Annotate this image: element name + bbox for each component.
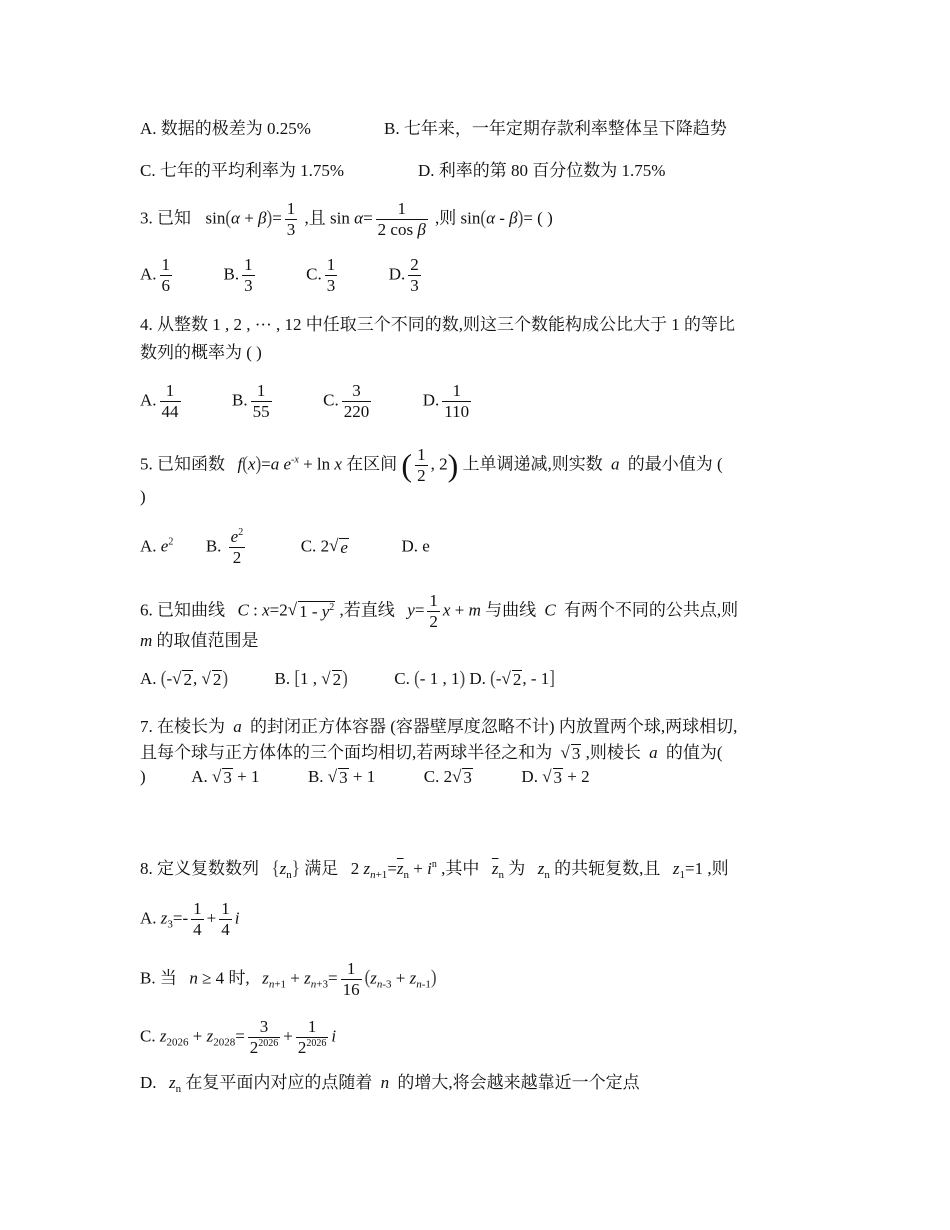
q2-option-a: A. 数据的极差为 0.25% [140, 119, 311, 138]
q7-stem-line2: 且每个球与正方体体的三个面均相切,若两球半径之和为 √ 3 ,则棱长 a 的值为( [140, 743, 723, 764]
q4-stem-line1: 4. 从整数 1 , 2 , ··· , 12 中任取三个不同的数,则这三个数能构成公比大于 1 的等比 [140, 315, 735, 334]
q6-options: A. (- √ 2 , √ 2 ) B. [1 , √ 2 ) C. (- 1 , 1) D. (- √ 2 , - 1] [140, 667, 555, 690]
q6-stem-line2: m 的取值范围是 [140, 631, 259, 650]
q2-option-b: B. 七年来，一年定期存款利率整体呈下降趋势 [384, 119, 727, 138]
q7-stem-line1: 7. 在棱长为 a 的封闭正方体容器 (容器壁厚度忽略不计) 内放置两个球,两球相切, [140, 717, 738, 736]
q3-stem: 3. 已知 sin(α + β)= $\frac{1}{3}$ ,且 sin α= $\frac{1}{\text{2 cos β}}$ ,则 sin(α - β)= ( ) [140, 199, 553, 239]
q4-stem-line2: 数列的概率为 ( ) [140, 343, 262, 362]
q7-options: ) A. √ 3 + 1 B. √ 3 + 1 C. 2 √ 3 D. √ 3 + 2 [140, 767, 590, 788]
q5-stem: 5. 已知函数 f(x)=a $e^{-x} + \ln x$ 在区间 ( $\frac{1}{2}$ , 2) 上单调递减,则实数 a 的最小值为 ( [140, 445, 723, 485]
q2-option-d: D. 利率的第 80 百分位数为 1.75% [418, 161, 666, 180]
q6-stem: 6. 已知曲线 C : x=2 √ $1 - y^2$ ,若直线 y= $\frac{1}{2}$ x + m 与曲线 C 有两个不同的公共点,则 [140, 591, 739, 631]
q5-options: A. $e^2$ B. $\frac{e^2}{2}$ C. 2 √ e D. e [140, 527, 430, 567]
q8-option-c: C. $z_{2026} + z_{2028}=$ $\frac{3}{2^{2026}}$ + $\frac{1}{2^{2026}}$ i [140, 1017, 337, 1057]
q2-option-c: C. 七年的平均利率为 1.75% [140, 161, 344, 180]
q8-option-b: B. 当 n ≥ 4 时, $z_{n+1} + z_{n+3}=$ $\frac{1}{16}$ $(z_{n-3} + z_{n-1})$ [140, 959, 437, 999]
q5-stem-line2: ) [140, 487, 146, 506]
q8-stem: 8. 定义复数数列 $\{z_n\}$ 满足 2 $z_{n+1}=\overline{z}_n + i^n$ ,其中 $\overline{z}_n$ 为 $z_n$ 的共轭复数,且 $z_1=1$ ,则 [140, 857, 729, 881]
q8-option-d: D. $z_n$ 在复平面内对应的点随着 n 的增大,将会越来越靠近一个定点 [140, 1073, 640, 1095]
q3-options: A. $\frac{1}{6}$ B. $\frac{1}{3}$ C. $\frac{1}{3}$ D. $\frac{2}{3}$ [140, 255, 419, 295]
q4-options: A. $\frac{1}{44}$ B. $\frac{1}{55}$ C. $\frac{3}{220}$ D. $\frac{1}{110}$ [140, 381, 470, 421]
q8-option-a: A. $z_3=-$ $\frac{1}{4}$ + $\frac{1}{4}$ i [140, 899, 240, 939]
